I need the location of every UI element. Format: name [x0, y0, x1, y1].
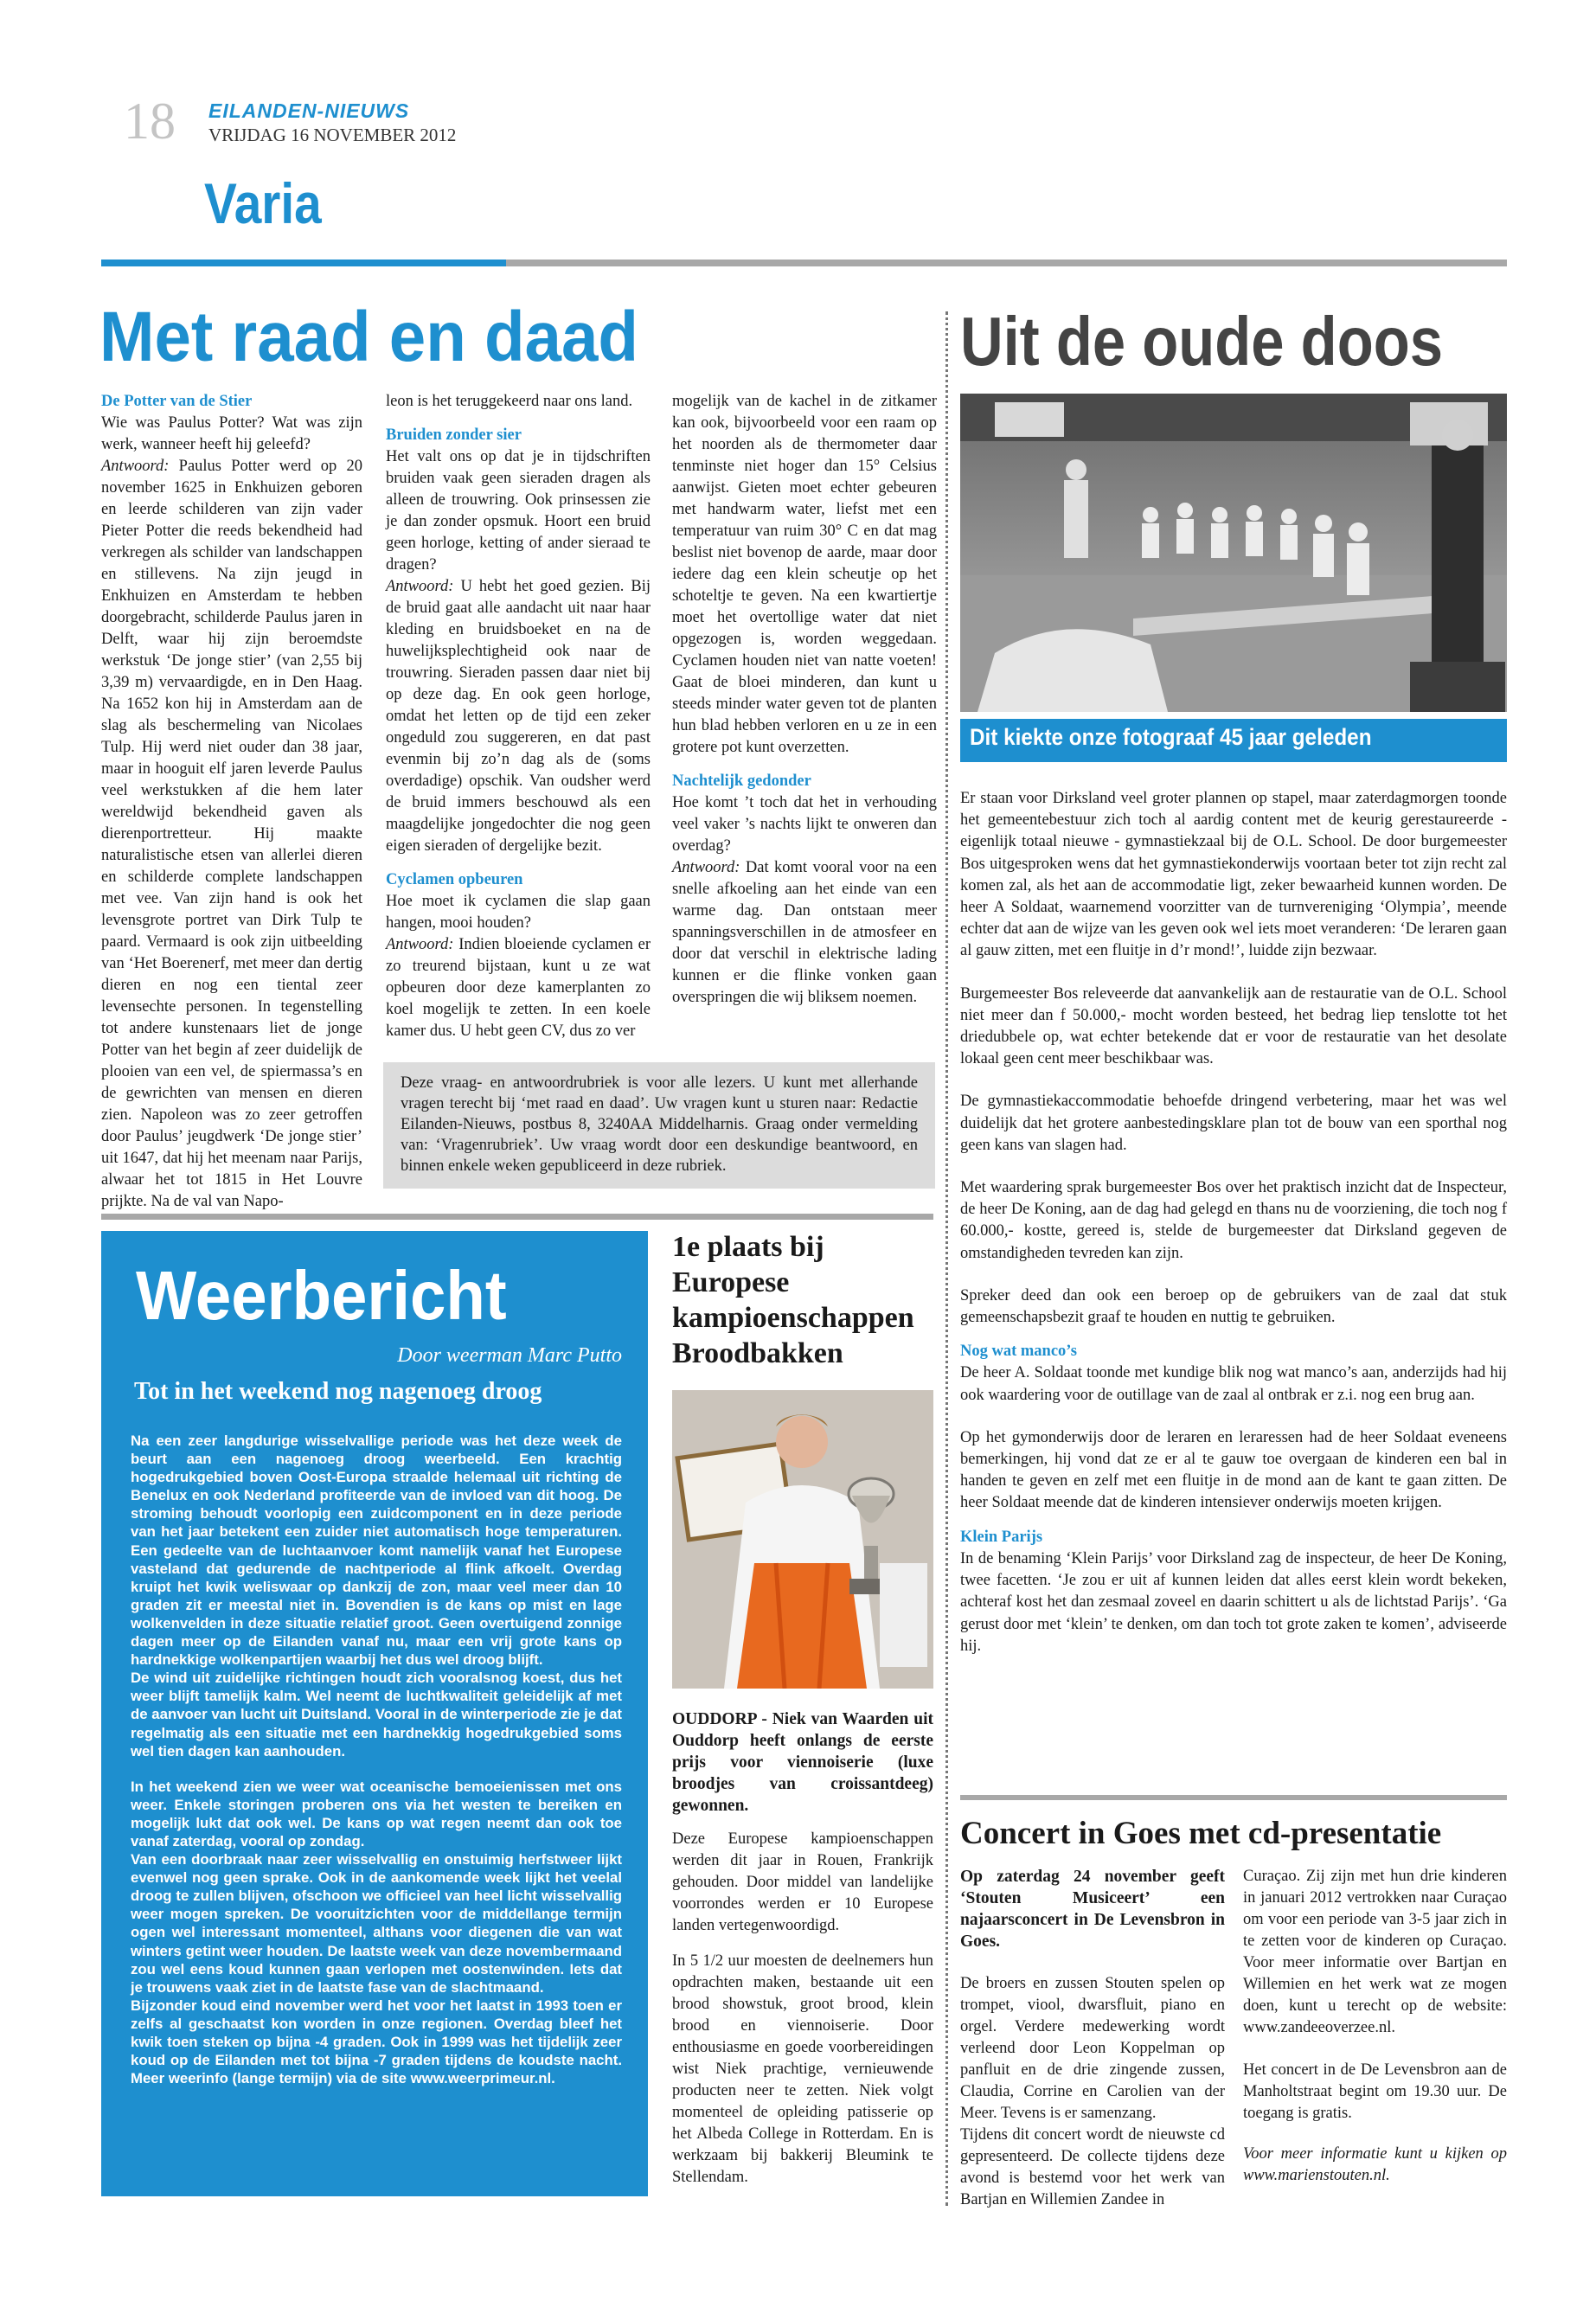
- weer-top-rule: [101, 1214, 933, 1220]
- section-title: Varia: [204, 171, 322, 235]
- concert-info: Voor meer informatie kunt u kijken op www.marienstouten.nl.: [1243, 2145, 1507, 2184]
- raad-paragraph: Het valt ons op dat je in tijdschriften bruiden vaak geen sieraden dragen als alleen de trouwring. Ook prinsessen zie je dan zonder opsmuk. Hoort een bruid geen horloge, ketting of ander sieraad te dragen?: [386, 448, 651, 574]
- baker-photo: [672, 1390, 933, 1689]
- weather-body: [131, 1432, 622, 2087]
- weather-paragraph: Bijzonder koud eind november werd het voor het laatst in 1993 toen er zelfs al geschaatst kon worden in onze regionen. Overdag bleef het kwik toen steken op bijna -4 graden. Ook in 1999 was het tijdelijk zeer koud op de Eilanden met tot bijna -7 graden tijdens de koudste nacht. Meer weerinfo (lange termijn) via de site www.weerprimeur.nl.: [131, 1997, 622, 2087]
- raad-info-box: [383, 1062, 935, 1189]
- weather-paragraph: De wind uit zuidelijke richtingen houdt zich vooralsnog koest, dus het weer blijft tamelijk kalm. Wel neemt de luchtkwaliteit geleidelijk af met de aanvoer van lucht uit Duitsland. Vooral in de winterperiode zie je dat regelmatig als een situatie met een hardnekkig hogedrukgebied soms wel tien dagen kan aanhouden.: [131, 1670, 622, 1759]
- concert-lead: Op zaterdag 24 november geeft ‘Stouten Musiceert’ een najaarsconcert in De Levensbron in Goes.: [960, 1868, 1225, 1951]
- baker-photo-illustration: [672, 1390, 933, 1689]
- raad-paragraph: mogelijk van de kachel in de zitkamer kan ook, bijvoorbeeld voor een raam op het noorden als de thermometer daar tenminste niet hoger dan 15° Celsius aanwijst. Gieten moet echter gebeuren met handwarm water, liefst met een temperatuur van ruim 30° C en dat mag beslist niet bovenop de aarde, maar door iedere dag een klein scheutje op het schoteltje te geven. Na een kwartiertje moet het overtollige water dat niet opgezogen is, worden weggedaan. Cyclamen houden niet van natte voeten! Gaat de bloei minderen, dan kunt u steeds minder water geven tot de planten hun blad hebben verloren en u ze in een grotere pot kunt overzetten.: [672, 393, 937, 756]
- answer-label: Antwoord:: [672, 859, 740, 876]
- brood-lead: OUDDORP - Niek van Waarden uit Ouddorp heeft onlangs de eerste prijs voor viennoiserie (luxe broodjes van croissantdeeg) gewonnen.: [672, 1710, 933, 1815]
- weather-paragraph: In het weekend zien we weer wat oceanische bemoeienissen met ons weer. Enkele storingen proberen ons via het westen te bereiken en mogelijk lukt dat ook wel. De kans op wat regen neemt dan ook toe vanaf zaterdag, vooral op zondag.: [131, 1778, 622, 1849]
- raad-title: Met raad en daad: [99, 298, 638, 376]
- doos-paragraph: Burgemeester Bos releveerde dat aanvankelijk aan de restauratie van de O.L. School niet meer dan f 50.000,- mocht worden besteed, het bedrag liep tenslotte tot het driedubbele op, wat echter betekende dat er voor de restauratie van het desolate lokaal geen cent meer beschikbaar was.: [960, 984, 1507, 1068]
- answer-label: Antwoord:: [386, 578, 454, 595]
- doos-paragraph: De gymnastiekaccommodatie behoefde dringend verbetering, maar het was wel duidelijk dat het grotere aanbestedingsklare plan tot de bouw van een sporthal nog geen kans van slagen had.: [960, 1093, 1507, 1154]
- brood-body: [672, 1708, 933, 2189]
- concert-paragraph: Curaçao. Zij zijn met hun drie kinderen in januari 2012 vertrokken naar Curaçao om voor een periode van 3-5 jaar zich in te zetten voor de kinderen op Curaçao. Voor meer informatie over Bartjan en Willemien en het werk wat ze mogen doen, kunt u terecht op de website: www.zandeeoverzee.nl.: [1243, 1868, 1507, 2036]
- raad-answer: Antwoord: Indien bloeiende cyclamen er zo treurend bijstaan, kunt u ze wat opbeuren door deze kamerplanten zo koel mogelijk te zetten. In een koele kamer dus. U hebt geen CV, dus zo ver: [386, 936, 651, 1040]
- weather-title: Weerbericht: [136, 1257, 507, 1334]
- brood-paragraph: In 5 1/2 uur moesten de deelnemers hun opdrachten maken, bestaande uit een brood showstuk, groot brood, klein brood en viennoiserie. Door enthousiasme en goede voorbereidingen wist Niek prachtige, vernieuwende producten neer te zetten. Niek volgt momenteel de opleiding patisserie op het Albeda College in Rotterdam. En is werkzaam bij bakkerij Bleumink te Stellendam.: [672, 1952, 933, 2186]
- raad-column-1: [101, 391, 362, 1213]
- doos-title: Uit de oude doos: [960, 303, 1444, 380]
- brood-paragraph: Deze Europese kampioenschappen werden dit jaar in Rouen, Frankrijk gehouden. Door middel van landelijke voorrondes werden er 10 Europese landen vertegenwoordigd.: [672, 1830, 933, 1934]
- answer-label: Antwoord:: [101, 458, 170, 475]
- raad-column-3: [672, 391, 937, 1009]
- concert-paragraph: Tijdens dit concert wordt de nieuwste cd gepresenteerd. De collecte tijdens deze avond is bestemd voor het werk van Bartjan en Willemien Zandee in: [960, 2126, 1225, 2208]
- raad-paragraph: Wie was Paulus Potter? Wat was zijn werk, wanneer heeft hij geleefd?: [101, 414, 362, 453]
- gym-photo: [960, 394, 1507, 712]
- paper-logo: EILANDEN-NIEUWS: [208, 99, 410, 122]
- gym-photo-illustration: [960, 394, 1507, 712]
- doos-paragraph: Spreker deed dan ook een beroep op de gebruikers van de zaal dat stuk gemeenschapsbezit graaf te houden en nuttig te gebruiken.: [960, 1286, 1507, 1327]
- weather-paragraph: Na een zeer langdurige wisselvallige periode was het deze week de beurt aan een nagenoeg droog weerbeeld. Een krachtig hogedrukgebied boven Oost-Europa straalde helemaal uit richting de Benelux en ook Nederland profiteerde van de invloed van dit hoog. De stroming behoudt voorlopig een zuidcomponent en in deze periode van het jaar betekent een zuider niet automatisch hoge temperaturen. Een gedeelte van de luchtaanvoer komt namelijk vanaf het Europese vasteland dat gedurende de nachtperiode al flink afkoelt. Overdag kruipt het kwik weliswaar op dankzij de zon, maar veel meer dan 10 graden zit er meestal niet in. Bovendien is de kans op mist en lage wolkenvelden in deze situatie relatief groot. Geen overtuigend zonnige dagen meer op de Eilanden vanaf nu, maar een vrij grote kans op hardnekkige wolkenpartijen waarbij het dus wel droog blijft.: [131, 1433, 622, 1669]
- concert-top-rule: [960, 1795, 1507, 1800]
- doos-caption-bar: [960, 719, 1507, 762]
- raad-info-text: Deze vraag- en antwoordrubriek is voor alle lezers. U kunt met allerhande vragen terecht bij ‘met raad en daad’. Uw vragen kunt u sturen naar: Redactie Eilanden-Nieuws, postbus 8, 3240AA Middelharnis. Graag onder vermelding van: ‘Vragenrubriek’. Uw vraag wordt door een deskundige beantwoord, en binnen enkele weken gepubliceerd in deze rubriek.: [401, 1074, 918, 1175]
- issue-date: VRIJDAG 16 NOVEMBER 2012: [208, 125, 457, 145]
- raad-column-2: [386, 391, 651, 1042]
- raad-paragraph: Hoe moet ik cyclamen die slap gaan hangen, mooi houden?: [386, 893, 651, 932]
- page-number: 18: [124, 93, 176, 150]
- answer-label: Antwoord:: [386, 936, 454, 953]
- column-separator: [945, 311, 948, 2206]
- raad-answer: Antwoord: Dat komt vooral voor na een snelle afkoeling aan het einde van een warme dag. Dan ontstaan meer spanningsverschillen in de atmosfeer en door dat verschil in elektrische lading kunnen er die flinke vonken gaan overspringen die wij bliksem noemen.: [672, 859, 937, 1006]
- doos-paragraph: In de benaming ‘Klein Parijs’ voor Dirksland zag de inspecteur, de heer De Koning, twee facetten. ‘Je zou er uit af kunnen leiden dat alles eerst klein wordt bekeken, achteraf kost het dan zesmaal zoveel en daarin schittert u als de lichtstad Parijs’. ‘Ga gerust door met ‘klein’ te denken, om dan toch tot grote zaken te komen’, adviseerde hij.: [960, 1549, 1507, 1655]
- doos-paragraph: Er staan voor Dirksland veel groter plannen op stapel, maar zaterdagmorgen toonde het gemeentebestuur zich toch al aardig content met de keurig gerestaureerde - eigenlijk totaal nieuwe - gymnastiekzaal bij de O.L. School. De door burgemeester Bos uitgesproken wens dat het gymnastiekonderwijs voortaan beter tot zijn recht zal komen zal, als het aan de accommodatie ligt, zeker bewaarheid kunnen worden. De heer A Soldaat, waarnemend voorzitter van de turnvereniging ‘Olympia’, meende echter dat aan de wijze van les geven ook wel iets moet veranderen: ‘De leraren gaan al gauw zitten, met een fluitje in d’r mond!’, luidde zijn bezwaar.: [960, 790, 1507, 960]
- weather-headline: Tot in het weekend nog nagenoeg droog: [134, 1378, 542, 1405]
- doos-body: [960, 788, 1507, 1657]
- doos-paragraph: Met waardering sprak burgemeester Bos over het praktisch inzicht dat de Inspecteur, de heer De Koning, aan de dag had gelegd en thans nu de voorziening, die toch nog f 60.000,- kostte, gereed is, stelde de burgemeester dat Dirksland gegeven de omstandigheden tevreden kan zijn.: [960, 1179, 1507, 1262]
- doos-paragraph: Op het gymonderwijs door de leraren en leraressen had de heer Soldaat eveneens bemerkingen, hij vond dat ze er al te gauw toe overgaan de kinderen een bal in handen te geven en zelf met een fluitje in de mond aan de kant te gaan zitten. De heer Soldaat meende dat de kinderen intensiever onderwijs moeten krijgen.: [960, 1428, 1507, 1512]
- raad-subhead: Bruiden zonder sier: [386, 426, 522, 444]
- doos-subhead: Klein Parijs: [960, 1528, 1043, 1546]
- raad-answer: Antwoord: U hebt het goed gezien. Bij de bruid gaat alle aandacht uit naar haar kleding en bruidsboeket en na de huwelijksplechtigheid ook naar de trouwring. Sieraden passen daar niet bij op deze dag. En ook geen horloge, omdat het letten op de tijd een zeker ongeduld zou suggereren, en dat past evenmin bij zo’n dag als de (soms overdadige) opschik. Van oudsher werd de bruid immers beschouwd als een maagdelijke jongedochter die nog geen eigen sieraden of dergelijke bezit.: [386, 578, 651, 855]
- concert-column-1: [960, 1866, 1225, 2211]
- raad-subhead: Nachtelijk gedonder: [672, 772, 811, 790]
- doos-subhead: Nog wat manco’s: [960, 1343, 1077, 1361]
- concert-paragraph: De broers en zussen Stouten spelen op trompet, viool, dwarsfluit, piano en orgel. Verdere medewerking wordt verleend door Leon Koppelman op panfluit en de drie zingende zussen, Claudia, Corrine en Carolien van der Meer. Tevens is er samenzang.: [960, 1975, 1225, 2122]
- raad-subhead: De Potter van de Stier: [101, 393, 253, 410]
- brood-title: 1e plaats bij Europese kampioenschappen Broodbakken: [672, 1231, 914, 1369]
- raad-subhead: Cyclamen opbeuren: [386, 871, 523, 888]
- concert-paragraph: Het concert in de De Levensbron aan de Manholtstraat begint om 19.30 uur. De toegang is gratis.: [1243, 2061, 1507, 2122]
- doos-paragraph: De heer A. Soldaat toonde met kundige blik nog wat manco’s aan, anderzijds had hij ook waardering voor de outillage van de zaal al ontbrak er z.i. nog een brug aan.: [960, 1364, 1507, 1404]
- header-accent-bar: [101, 260, 506, 266]
- concert-title: Concert in Goes met cd-presentatie: [960, 1816, 1442, 1851]
- raad-paragraph: leon is het teruggekeerd naar ons land.: [386, 393, 633, 410]
- concert-column-2: [1243, 1866, 1507, 2187]
- weather-box: [101, 1231, 648, 2196]
- doos-caption: Dit kiekte onze fotograaf 45 jaar geleden: [970, 724, 1372, 750]
- weather-paragraph: Van een doorbraak naar zeer wisselvallig en onstuimig herfstweer lijkt evenwel nog geen sprake. Ook in de aankomende week lijkt het veelal droog te zullen blijven, ofschoon we officieel van heel licht wisselvallig weer mogen spreken. De vooruitzichten voor de middellange termijn ogen wel interessant momenteel, althans voor diegenen die van wat winters getint weer houden. De laatste week van deze novembermaand zou wel eens koud kunnen gaan verlopen met oostenwinden. Iets dat je trouwens vaak ziet in de laatste fase van de slachtmaand.: [131, 1851, 622, 1996]
- raad-paragraph: Hoe komt ’t toch dat het in verhouding veel vaker ’s nachts lijkt te onweren dan overdag?: [672, 794, 937, 855]
- weather-byline: Door weerman Marc Putto: [397, 1344, 622, 1367]
- raad-answer: Antwoord: Paulus Potter werd op 20 november 1625 in Enkhuizen geboren en leerde schilderen van zijn vader Pieter Potter die reeds bekendheid had verkregen als schilder van landschappen en stillevens. Na zijn jeugd in Enkhuizen en Amsterdam te hebben doorgebracht, schilderde Paulus jaren in Delft, waar hij zijn beroemdste werkstuk ‘De jonge stier’ (van 2,55 bij 3,39 m) vervaardigde, en in Den Haag. Na 1652 kon hij in Amsterdam aan de slag als beschermeling van Nicolaes Tulp. Hij werd niet ouder dan 38 jaar, maar in hooguit elf jaren leverde Paulus veel werkstukken af die hem later wereldwijd bekendheid gaven als dierenportretteur. Hij maakte naturalistische etsen van allerlei dieren en schilderde complete landschappen met vee. Van zijn hand is ook het levensgrote portret van Dirk Tulp te paard. Vermaard is ook zijn uitbeelding van ‘Het Boerenerf, met meer dan dertig dieren en nog een tiental zeer levensechte personen. In tegenstelling tot andere kunstenaars liet de jonge Potter van het begin af zeer duidelijk de plooien van een vel, de spiermassa’s en de gewrichten van mensen en dieren zien. Napoleon was zo zeer getroffen door Paulus’ jeugdwerk ‘De jonge stier’ uit 1647, dat hij het meenam naar Parijs, alwaar het tot 1815 in Het Louvre prijkte. Na de val van Napo-: [101, 458, 362, 1210]
